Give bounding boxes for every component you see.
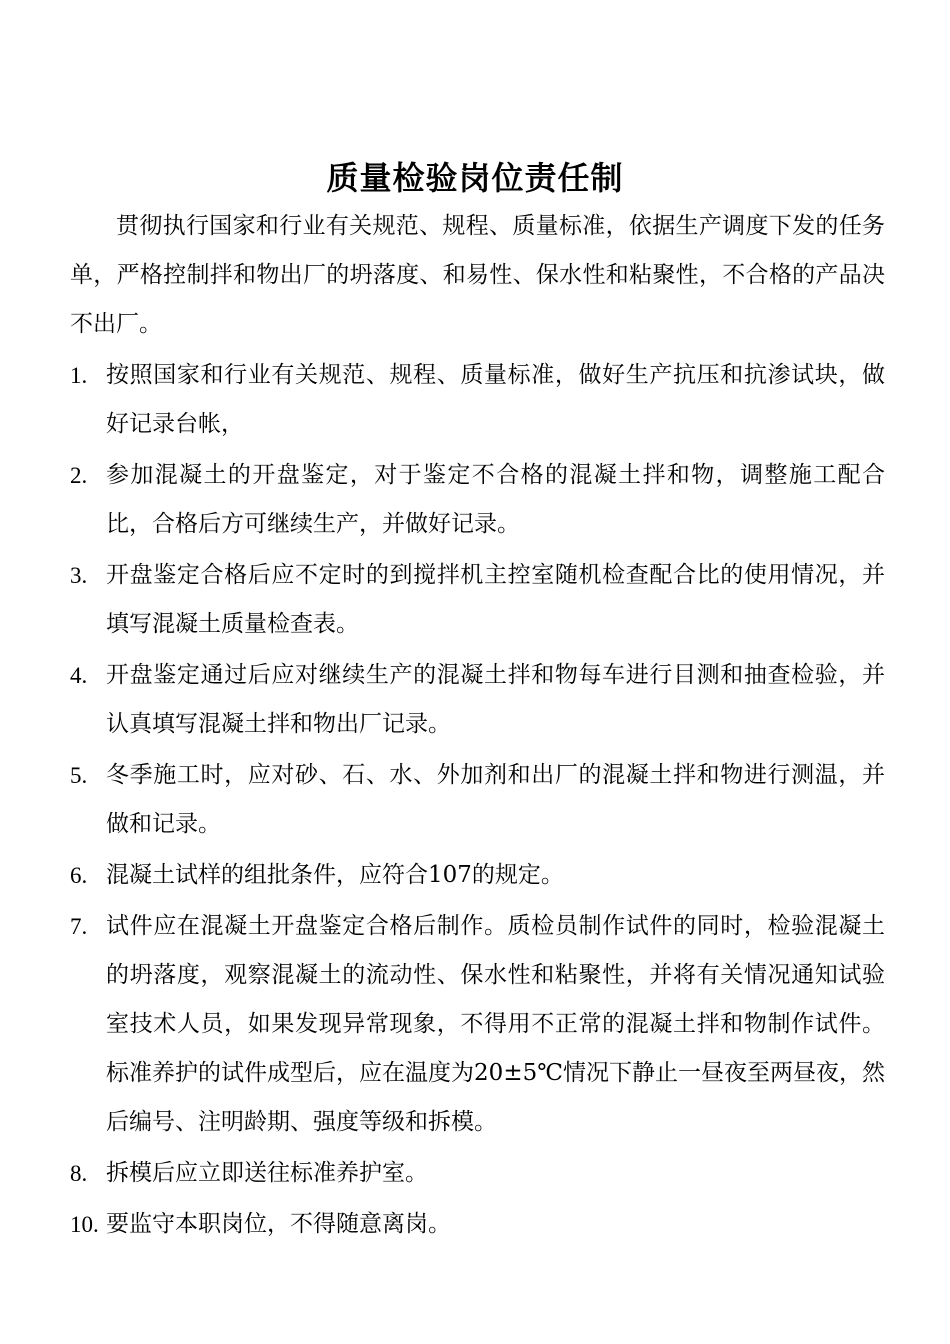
list-item-text: 参加混凝土的开盘鉴定，对于鉴定不合格的混凝土拌和物，调整施工配合比，合格后方可继续生产，并做好记录。 bbox=[106, 462, 885, 537]
list-item-number: 10. bbox=[70, 1212, 99, 1237]
list-item bbox=[70, 751, 885, 849]
intro-paragraph: 贯彻执行国家和行业有关规范、规程、质量标准，依据生产调度下发的任务单，严格控制拌和物出厂的坍落度、和易性、保水性和粘聚性，不合格的产品决不出厂。 bbox=[70, 213, 885, 337]
list-item-number: 7. bbox=[70, 914, 88, 939]
document-title: 质量检验岗位责任制 bbox=[326, 159, 624, 197]
list-item-text: 冬季施工时，应对砂、石、水、外加剂和出厂的混凝土拌和物进行测温，并做和记录。 bbox=[106, 762, 885, 837]
list-item bbox=[70, 1200, 885, 1249]
list-item-text: 拆模后应立即送往标准养护室。 bbox=[106, 1160, 428, 1186]
document-body bbox=[70, 202, 885, 1249]
list-item-text: 按照国家和行业有关规范、规程、质量标准，做好生产抗压和抗渗试块，做好记录台帐， bbox=[106, 362, 885, 437]
list-item bbox=[70, 651, 885, 749]
list-item-text: 开盘鉴定合格后应不定时的到搅拌机主控室随机检查配合比的使用情况，并填写混凝土质量检查表。 bbox=[106, 562, 885, 637]
list-item-number: 6. bbox=[70, 863, 88, 888]
list-item-number: 4. bbox=[70, 663, 88, 688]
list-item-number: 8. bbox=[70, 1161, 88, 1186]
list-item-text: 试件应在混凝土开盘鉴定合格后制作。质检员制作试件的同时，检验混凝土的坍落度，观察混凝土的流动性、保水性和粘聚性，并将有关情况通知试验室技术人员，如果发现异常现象，不得用不正常的混凝土拌和物制作试件。标准养护的试件成型后，应在温度为20±5℃情况下静止一昼夜至两昼夜，然后编号、注明龄期、强度等级和拆模。 bbox=[106, 913, 885, 1135]
list-item-number: 1. bbox=[70, 363, 88, 388]
duty-list bbox=[70, 351, 885, 1249]
list-item bbox=[70, 451, 885, 549]
list-item bbox=[70, 902, 885, 1147]
list-item-text: 开盘鉴定通过后应对继续生产的混凝土拌和物每车进行目测和抽查检验，并认真填写混凝土拌和物出厂记录。 bbox=[106, 662, 885, 737]
list-item bbox=[70, 551, 885, 649]
list-item-number: 3. bbox=[70, 563, 88, 588]
list-item-text: 要监守本职岗位，不得随意离岗。 bbox=[106, 1211, 451, 1237]
list-item bbox=[70, 351, 885, 449]
list-item-number: 5. bbox=[70, 763, 88, 788]
list-item-number: 2. bbox=[70, 463, 88, 488]
list-item bbox=[70, 1149, 885, 1198]
list-item-text: 混凝土试样的组批条件，应符合107的规定。 bbox=[106, 862, 564, 888]
list-item bbox=[70, 851, 885, 900]
